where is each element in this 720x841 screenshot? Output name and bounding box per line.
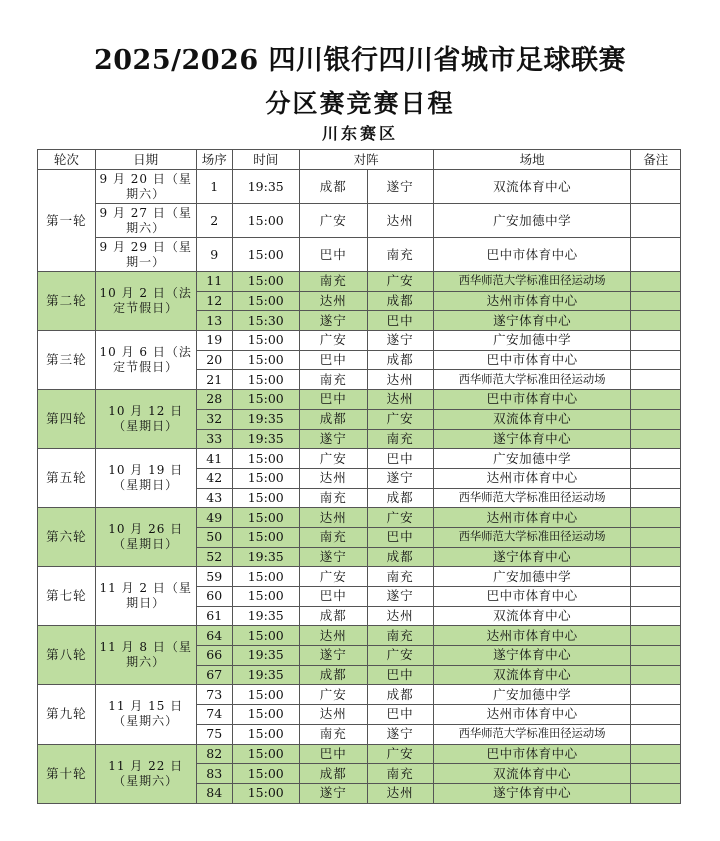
page-subtitle: 分区赛竞赛日程 [265,89,455,118]
away-team-cell: 达州 [367,204,433,238]
venue-cell: 西华师范大学标准田径运动场 [433,527,631,547]
header-match-no: 场序 [196,150,232,170]
away-team-cell: 广安 [367,409,433,429]
header-row [38,150,681,170]
header-notes: 备注 [631,150,681,170]
home-team-cell: 巴中 [299,238,367,272]
venue-cell: 遂宁体育中心 [433,311,631,331]
venue-cell: 达州市体育中心 [433,468,631,488]
venue-cell: 遂宁体育中心 [433,646,631,666]
away-team-cell: 巴中 [367,527,433,547]
time-cell: 15:00 [232,744,299,764]
schedule-body [38,170,681,804]
table-row [38,204,681,238]
match-no-cell: 50 [196,527,232,547]
match-no-cell: 66 [196,646,232,666]
notes-cell [631,468,681,488]
match-no-cell: 67 [196,665,232,685]
venue-cell: 广安加德中学 [433,204,631,238]
header-matchup: 对阵 [299,150,433,170]
time-cell: 15:00 [232,449,299,469]
date-cell: 10 月 6 日（法定节假日） [95,331,196,390]
notes-cell [631,331,681,351]
venue-cell: 广安加德中学 [433,449,631,469]
notes-cell [631,370,681,390]
time-cell: 15:00 [232,468,299,488]
notes-cell [631,350,681,370]
header-time: 时间 [232,150,299,170]
home-team-cell: 巴中 [299,390,367,410]
notes-cell [631,626,681,646]
date-cell: 9 月 20 日（星期六） [95,170,196,204]
date-cell: 10 月 2 日（法定节假日） [95,272,196,331]
date-cell: 11 月 8 日（星期六） [95,626,196,685]
away-team-cell: 巴中 [367,705,433,725]
round-cell: 第三轮 [38,331,96,390]
venue-cell: 西华师范大学标准田径运动场 [433,724,631,744]
match-no-cell: 42 [196,468,232,488]
away-team-cell: 成都 [367,488,433,508]
away-team-cell: 遂宁 [367,468,433,488]
table-row [38,238,681,272]
match-no-cell: 73 [196,685,232,705]
table-row [38,170,681,204]
venue-cell: 西华师范大学标准田径运动场 [433,488,631,508]
notes-cell [631,508,681,528]
away-team-cell: 遂宁 [367,331,433,351]
away-team-cell: 达州 [367,370,433,390]
match-no-cell: 61 [196,606,232,626]
home-team-cell: 遂宁 [299,646,367,666]
home-team-cell: 广安 [299,331,367,351]
home-team-cell: 广安 [299,685,367,705]
time-cell: 15:00 [232,685,299,705]
venue-cell: 巴中市体育中心 [433,587,631,607]
match-no-cell: 2 [196,204,232,238]
time-cell: 15:00 [232,488,299,508]
notes-cell [631,429,681,449]
match-no-cell: 1 [196,170,232,204]
match-no-cell: 64 [196,626,232,646]
venue-cell: 双流体育中心 [433,606,631,626]
home-team-cell: 成都 [299,170,367,204]
home-team-cell: 南充 [299,370,367,390]
match-no-cell: 33 [196,429,232,449]
notes-cell [631,606,681,626]
time-cell: 19:35 [232,170,299,204]
round-cell: 第四轮 [38,390,96,449]
match-no-cell: 41 [196,449,232,469]
match-no-cell: 60 [196,587,232,607]
notes-cell [631,527,681,547]
time-cell: 15:00 [232,764,299,784]
match-no-cell: 9 [196,238,232,272]
time-cell: 15:00 [232,272,299,292]
home-team-cell: 广安 [299,204,367,238]
round-cell: 第六轮 [38,508,96,567]
home-team-cell: 遂宁 [299,429,367,449]
away-team-cell: 广安 [367,744,433,764]
notes-cell [631,567,681,587]
home-team-cell: 遂宁 [299,311,367,331]
away-team-cell: 遂宁 [367,587,433,607]
time-cell: 15:00 [232,508,299,528]
match-no-cell: 21 [196,370,232,390]
venue-cell: 达州市体育中心 [433,626,631,646]
notes-cell [631,587,681,607]
match-no-cell: 12 [196,291,232,311]
date-cell: 10 月 19 日（星期日） [95,449,196,508]
home-team-cell: 南充 [299,724,367,744]
time-cell: 19:35 [232,409,299,429]
match-no-cell: 28 [196,390,232,410]
time-cell: 15:00 [232,370,299,390]
notes-cell [631,764,681,784]
away-team-cell: 成都 [367,685,433,705]
home-team-cell: 达州 [299,468,367,488]
venue-cell: 达州市体育中心 [433,508,631,528]
match-no-cell: 20 [196,350,232,370]
home-team-cell: 南充 [299,527,367,547]
away-team-cell: 广安 [367,508,433,528]
match-no-cell: 43 [196,488,232,508]
match-no-cell: 11 [196,272,232,292]
table-row [38,390,681,410]
date-cell: 9 月 29 日（星期一） [95,238,196,272]
away-team-cell: 成都 [367,291,433,311]
away-team-cell: 南充 [367,238,433,272]
notes-cell [631,204,681,238]
table-row [38,272,681,292]
venue-cell: 西华师范大学标准田径运动场 [433,272,631,292]
round-cell: 第五轮 [38,449,96,508]
away-team-cell: 广安 [367,272,433,292]
page-title: 2025/2026 四川银行四川省城市足球联赛 [93,45,627,76]
table-row [38,508,681,528]
time-cell: 19:35 [232,665,299,685]
match-no-cell: 59 [196,567,232,587]
time-cell: 15:00 [232,626,299,646]
notes-cell [631,724,681,744]
match-no-cell: 75 [196,724,232,744]
notes-cell [631,783,681,803]
notes-cell [631,488,681,508]
time-cell: 19:35 [232,646,299,666]
time-cell: 15:30 [232,311,299,331]
home-team-cell: 遂宁 [299,547,367,567]
round-cell: 第十轮 [38,744,96,803]
header-date: 日期 [95,150,196,170]
away-team-cell: 达州 [367,783,433,803]
venue-cell: 双流体育中心 [433,170,631,204]
away-team-cell: 南充 [367,626,433,646]
notes-cell [631,449,681,469]
time-cell: 15:00 [232,527,299,547]
venue-cell: 巴中市体育中心 [433,350,631,370]
away-team-cell: 南充 [367,567,433,587]
notes-cell [631,665,681,685]
time-cell: 15:00 [232,783,299,803]
table-row [38,685,681,705]
date-cell: 9 月 27 日（星期六） [95,204,196,238]
venue-cell: 达州市体育中心 [433,291,631,311]
away-team-cell: 达州 [367,390,433,410]
time-cell: 15:00 [232,238,299,272]
notes-cell [631,705,681,725]
round-cell: 第八轮 [38,626,96,685]
header-round: 轮次 [38,150,96,170]
time-cell: 19:35 [232,606,299,626]
match-no-cell: 19 [196,331,232,351]
home-team-cell: 巴中 [299,587,367,607]
notes-cell [631,311,681,331]
notes-cell [631,291,681,311]
date-cell: 11 月 15 日（星期六） [95,685,196,744]
table-row [38,744,681,764]
home-team-cell: 南充 [299,488,367,508]
venue-cell: 广安加德中学 [433,567,631,587]
date-cell: 10 月 12 日（星期日） [95,390,196,449]
division-title: 川东赛区 [321,124,398,143]
time-cell: 15:00 [232,331,299,351]
home-team-cell: 达州 [299,705,367,725]
away-team-cell: 南充 [367,429,433,449]
match-no-cell: 74 [196,705,232,725]
header-venue: 场地 [433,150,631,170]
away-team-cell: 成都 [367,350,433,370]
venue-cell: 遂宁体育中心 [433,429,631,449]
date-cell: 11 月 22 日（星期六） [95,744,196,803]
home-team-cell: 成都 [299,409,367,429]
notes-cell [631,547,681,567]
round-cell: 第七轮 [38,567,96,626]
venue-cell: 巴中市体育中心 [433,238,631,272]
home-team-cell: 巴中 [299,350,367,370]
notes-cell [631,390,681,410]
time-cell: 15:00 [232,291,299,311]
time-cell: 15:00 [232,705,299,725]
time-cell: 19:35 [232,429,299,449]
match-no-cell: 83 [196,764,232,784]
venue-cell: 西华师范大学标准田径运动场 [433,370,631,390]
time-cell: 15:00 [232,390,299,410]
away-team-cell: 巴中 [367,665,433,685]
home-team-cell: 广安 [299,567,367,587]
notes-cell [631,409,681,429]
home-team-cell: 达州 [299,626,367,646]
time-cell: 19:35 [232,547,299,567]
home-team-cell: 广安 [299,449,367,469]
date-cell: 10 月 26 日（星期日） [95,508,196,567]
match-no-cell: 82 [196,744,232,764]
home-team-cell: 遂宁 [299,783,367,803]
match-no-cell: 32 [196,409,232,429]
time-cell: 15:00 [232,204,299,238]
notes-cell [631,272,681,292]
home-team-cell: 达州 [299,291,367,311]
home-team-cell: 成都 [299,606,367,626]
venue-cell: 双流体育中心 [433,764,631,784]
table-row [38,626,681,646]
home-team-cell: 成都 [299,764,367,784]
notes-cell [631,744,681,764]
venue-cell: 广安加德中学 [433,331,631,351]
home-team-cell: 达州 [299,508,367,528]
venue-cell: 广安加德中学 [433,685,631,705]
table-row [38,331,681,351]
schedule-table [37,149,681,804]
time-cell: 15:00 [232,350,299,370]
venue-cell: 巴中市体育中心 [433,744,631,764]
table-row [38,449,681,469]
round-cell: 第一轮 [38,170,96,272]
away-team-cell: 南充 [367,764,433,784]
time-cell: 15:00 [232,587,299,607]
venue-cell: 遂宁体育中心 [433,547,631,567]
away-team-cell: 广安 [367,646,433,666]
time-cell: 15:00 [232,567,299,587]
match-no-cell: 13 [196,311,232,331]
away-team-cell: 巴中 [367,311,433,331]
match-no-cell: 52 [196,547,232,567]
home-team-cell: 南充 [299,272,367,292]
venue-cell: 双流体育中心 [433,665,631,685]
round-cell: 第九轮 [38,685,96,744]
match-no-cell: 84 [196,783,232,803]
notes-cell [631,238,681,272]
venue-cell: 巴中市体育中心 [433,390,631,410]
away-team-cell: 遂宁 [367,724,433,744]
table-row [38,567,681,587]
notes-cell [631,685,681,705]
venue-cell: 达州市体育中心 [433,705,631,725]
venue-cell: 遂宁体育中心 [433,783,631,803]
away-team-cell: 成都 [367,547,433,567]
venue-cell: 双流体育中心 [433,409,631,429]
away-team-cell: 巴中 [367,449,433,469]
round-cell: 第二轮 [38,272,96,331]
home-team-cell: 成都 [299,665,367,685]
home-team-cell: 巴中 [299,744,367,764]
notes-cell [631,646,681,666]
match-no-cell: 49 [196,508,232,528]
notes-cell [631,170,681,204]
date-cell: 11 月 2 日（星期日） [95,567,196,626]
time-cell: 15:00 [232,724,299,744]
away-team-cell: 遂宁 [367,170,433,204]
away-team-cell: 达州 [367,606,433,626]
